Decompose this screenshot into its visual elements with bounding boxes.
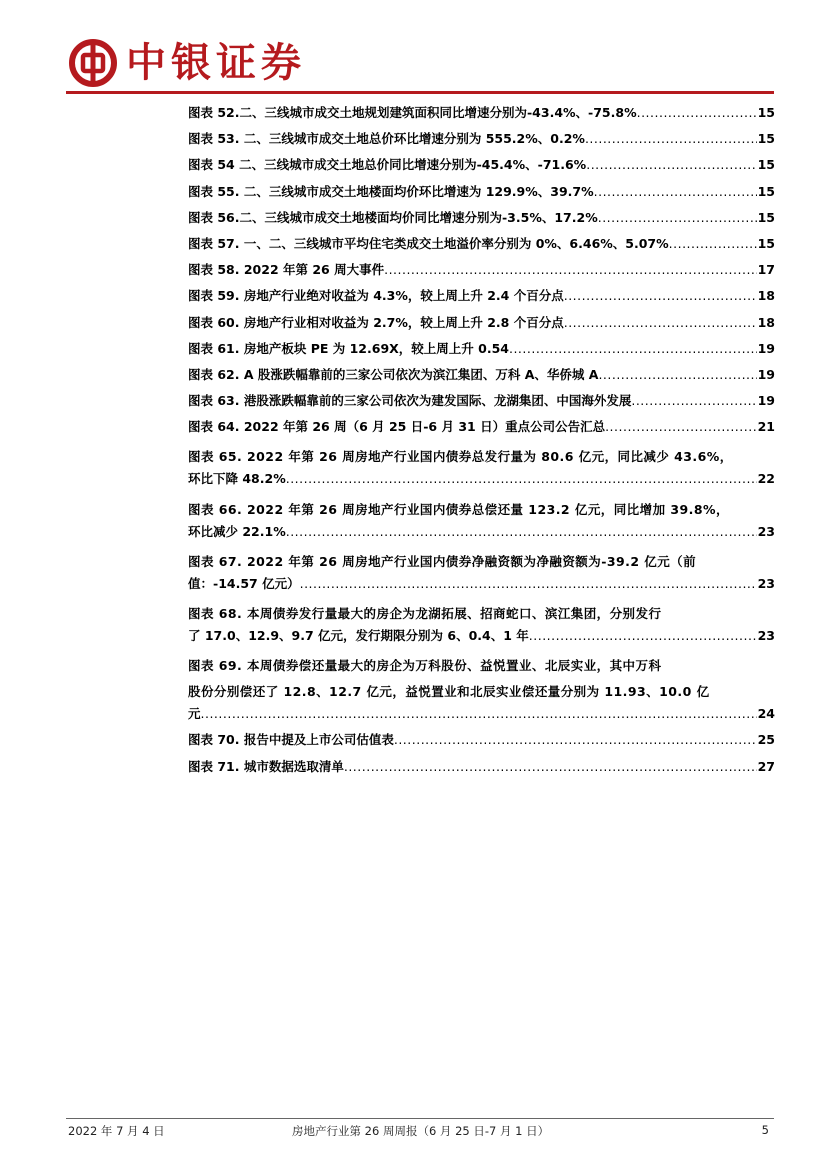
- toc-entry[interactable]: [188, 340, 775, 358]
- toc-entry[interactable]: [188, 261, 775, 279]
- toc-entry-text: 图表 55. 二、三线城市成交土地楼面均价环比增速为 129.9%、39.7%: [188, 183, 594, 199]
- toc-entry-text: 图表 70. 报告中提及上市公司估值表: [188, 732, 394, 748]
- toc-entry[interactable]: [188, 601, 775, 645]
- footer-date: 2022 年 7 月 4 日: [68, 1124, 165, 1138]
- toc-entry-text: 图表 71. 城市数据选取清单: [188, 758, 344, 774]
- toc-entry-text: 元: [188, 706, 201, 722]
- toc-page-number: 18: [757, 314, 775, 330]
- footer-divider: [66, 1118, 774, 1119]
- toc-entry-text: 了 17.0、12.9、9.7 亿元，发行期限分别为 6、0.4、1 年: [188, 628, 529, 643]
- page-number: 5: [761, 1123, 769, 1137]
- bank-of-china-logo-icon: [68, 38, 118, 88]
- dot-leader: [631, 392, 756, 410]
- toc-page-number: 15: [757, 235, 775, 251]
- toc-page-number: 15: [757, 183, 775, 199]
- toc-page-number: 19: [757, 366, 775, 382]
- toc-entry-text: 图表 61. 房地产板块 PE 为 12.69X，较上周上升 0.54: [188, 340, 509, 356]
- footer-report-title: 房地产行业第 26 周周报（6 月 25 日-7 月 1 日）: [292, 1124, 550, 1138]
- toc-entry-text: 图表 60. 房地产行业相对收益为 2.7%，较上周上升 2.8 个百分点: [188, 314, 564, 330]
- dot-leader: [598, 209, 757, 227]
- toc-entry[interactable]: [188, 444, 775, 488]
- dot-leader: [509, 340, 757, 358]
- toc-page-number: 23: [757, 628, 775, 643]
- dot-leader: [344, 758, 757, 776]
- toc-page-number: 21: [757, 419, 775, 435]
- dot-leader: [637, 104, 757, 122]
- toc-entry[interactable]: [188, 235, 775, 253]
- toc-entry-text: 图表 59. 房地产行业绝对收益为 4.3%，较上周上升 2.4 个百分点: [188, 288, 564, 304]
- toc-entry-text: 图表 53. 二、三线城市成交土地总价环比增速分别为 555.2%、0.2%: [188, 131, 585, 147]
- toc-page-number: 27: [757, 758, 775, 774]
- toc-page-number: 18: [757, 288, 775, 304]
- toc-page-number: 19: [757, 393, 775, 409]
- toc-entry-text: 环比减少 22.1%: [188, 523, 286, 539]
- dot-leader: [286, 523, 757, 541]
- toc-page-number: 17: [757, 262, 775, 278]
- toc-entry-text: 图表 64. 2022 年第 26 周（6 月 25 日-6 月 31 日）重点公司公告汇总: [188, 419, 606, 435]
- header-divider: [66, 91, 774, 94]
- dot-leader: [564, 287, 757, 305]
- toc-entry-text: 图表 69. 本周债券偿还量最大的房企为万科股份、益悦置业、北辰实业，其中万科: [188, 658, 662, 674]
- dot-leader: [605, 418, 757, 436]
- toc-page-number: 15: [757, 131, 775, 147]
- toc-page-number: 15: [757, 157, 775, 173]
- dot-leader: [594, 183, 757, 201]
- toc-entry[interactable]: [188, 314, 775, 332]
- toc-page-number: 23: [757, 523, 775, 539]
- toc-entry-text: 股份分别偿还了 12.8、12.7 亿元，益悦置业和北辰实业偿还量分别为 11.93、10.0 亿: [188, 684, 710, 700]
- dot-leader: [529, 627, 757, 645]
- toc-entry-text: 图表 54 二、三线城市成交土地总价同比增速分别为-45.4%、-71.6%: [188, 157, 587, 173]
- dot-leader: [300, 575, 757, 593]
- toc-entry[interactable]: [188, 287, 775, 305]
- toc-entry-text: 环比下降 48.2%: [188, 471, 286, 487]
- toc-entry[interactable]: [188, 366, 775, 384]
- toc-entry-text: 图表 57. 一、二、三线城市平均住宅类成交土地溢价率分别为 0%、6.46%、5.07%: [188, 235, 669, 251]
- brand-logo: [68, 37, 306, 89]
- toc-entry[interactable]: [188, 497, 775, 541]
- toc-entry[interactable]: [188, 209, 775, 227]
- dot-leader: [394, 731, 757, 749]
- toc-entry-text: 图表 58. 2022 年第 26 周大事件: [188, 262, 385, 278]
- toc-entry[interactable]: [188, 758, 775, 776]
- toc-entry[interactable]: [188, 731, 775, 749]
- toc-entry-text: 图表 52.二、三线城市成交土地规划建筑面积同比增速分别为-43.4%、-75.8%: [188, 105, 637, 120]
- toc-entry[interactable]: [188, 653, 775, 723]
- toc-entry-text: 图表 63. 港股涨跌幅靠前的三家公司依次为建发国际、龙湖集团、中国海外发展: [188, 393, 632, 409]
- toc-entry-text: 图表 56.二、三线城市成交土地楼面均价同比增速分别为-3.5%、17.2%: [188, 209, 598, 225]
- toc-entry[interactable]: [188, 392, 775, 410]
- toc-page-number: 24: [757, 706, 775, 722]
- toc-entry-text: 图表 67. 2022 年第 26 周房地产行业国内债券净融资额为净融资额为-39.2 亿元（前: [188, 553, 697, 569]
- dot-leader: [598, 366, 756, 384]
- toc-entry[interactable]: [188, 549, 775, 593]
- toc-page-number: 23: [757, 575, 775, 591]
- table-of-figures: [188, 104, 775, 784]
- toc-page-number: 15: [757, 209, 775, 225]
- toc-entry-text: 值：-14.57 亿元）: [188, 575, 300, 591]
- toc-page-number: 15: [757, 105, 775, 120]
- toc-page-number: 25: [757, 732, 775, 748]
- toc-entry[interactable]: [188, 156, 775, 174]
- dot-leader: [586, 156, 756, 174]
- dot-leader: [564, 314, 757, 332]
- dot-leader: [384, 261, 757, 279]
- dot-leader: [585, 130, 757, 148]
- toc-entry-text: 图表 68. 本周债券发行量最大的房企为龙湖拓展、招商蛇口、滨江集团，分别发行: [188, 606, 662, 621]
- toc-entry[interactable]: [188, 104, 775, 122]
- toc-entry[interactable]: [188, 418, 775, 436]
- dot-leader: [286, 470, 757, 488]
- brand-name: 中银证券: [126, 39, 306, 86]
- toc-page-number: 19: [757, 340, 775, 356]
- toc-entry[interactable]: [188, 130, 775, 148]
- dot-leader: [201, 705, 757, 723]
- toc-entry-text: 图表 66. 2022 年第 26 周房地产行业国内债券总偿还量 123.2 亿元，同比增加 39.8%，: [188, 501, 729, 517]
- toc-entry-text: 图表 62. A 股涨跌幅靠前的三家公司依次为滨江集团、万科 A、华侨城 A: [188, 366, 599, 382]
- toc-page-number: 22: [757, 471, 775, 487]
- dot-leader: [669, 235, 757, 253]
- toc-entry-text: 图表 65. 2022 年第 26 周房地产行业国内债券总发行量为 80.6 亿元，同比减少 43.6%，: [188, 449, 733, 465]
- toc-entry[interactable]: [188, 183, 775, 201]
